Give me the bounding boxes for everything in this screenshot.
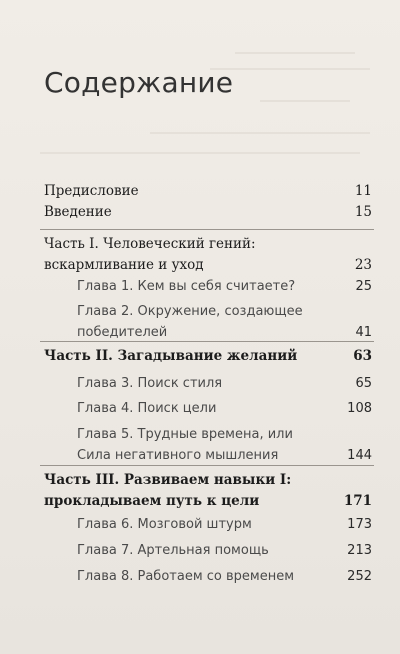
toc-entry-page-number: 252: [347, 569, 372, 584]
show-through-line: [40, 152, 360, 154]
toc-entry-page-number: 173: [347, 517, 372, 532]
toc-entry-title: Часть II. Загадывание желаний: [44, 348, 298, 364]
toc-entry-title: победителей: [77, 325, 168, 340]
toc-entry-title: Сила негативного мышления: [77, 448, 279, 463]
show-through-line: [260, 100, 350, 102]
toc-entry-title: Предисловие: [44, 183, 139, 199]
toc-entry-title: Глава 1. Кем вы себя считаете?: [77, 279, 296, 294]
toc-entry-page-number: 25: [355, 279, 372, 294]
toc-entry-title: Глава 3. Поиск стиля: [77, 376, 223, 391]
toc-entry-title: вскармливание и уход: [44, 257, 204, 273]
toc-entry-page-number: 65: [355, 376, 372, 391]
page-title: Содержание: [44, 66, 234, 99]
show-through-line: [150, 132, 370, 134]
section-divider: [40, 229, 374, 230]
toc-entry-title: Глава 6. Мозговой штурм: [77, 517, 252, 532]
toc-entry-title: прокладываем путь к цели: [44, 493, 260, 509]
toc-entry-title: Глава 4. Поиск цели: [77, 401, 217, 416]
toc-entry-title: Глава 2. Окружение, создающее: [77, 304, 303, 319]
toc-entry-title: Введение: [44, 204, 112, 220]
toc-entry-page-number: 11: [354, 183, 372, 199]
toc-entry-page-number: 15: [354, 204, 372, 220]
toc-entry-title: Глава 5. Трудные времена, или: [77, 427, 293, 442]
toc-entry-page-number: 213: [347, 543, 372, 558]
toc-entry-page-number: 41: [355, 325, 372, 340]
show-through-line: [210, 68, 370, 70]
toc-entry-page-number: 171: [343, 493, 372, 509]
toc-entry-page-number: 144: [347, 448, 372, 463]
toc-entry-page-number: 108: [347, 401, 372, 416]
toc-entry-page-number: 23: [354, 257, 372, 273]
toc-entry-title: Часть I. Человеческий гений:: [44, 236, 256, 252]
toc-entry-page-number: 63: [353, 348, 372, 364]
toc-entry-title: Глава 7. Артельная помощь: [77, 543, 269, 558]
toc-entry-title: Часть III. Развиваем навыки I:: [44, 472, 292, 488]
show-through-line: [235, 52, 355, 54]
toc-entry-title: Глава 8. Работаем со временем: [77, 569, 295, 584]
